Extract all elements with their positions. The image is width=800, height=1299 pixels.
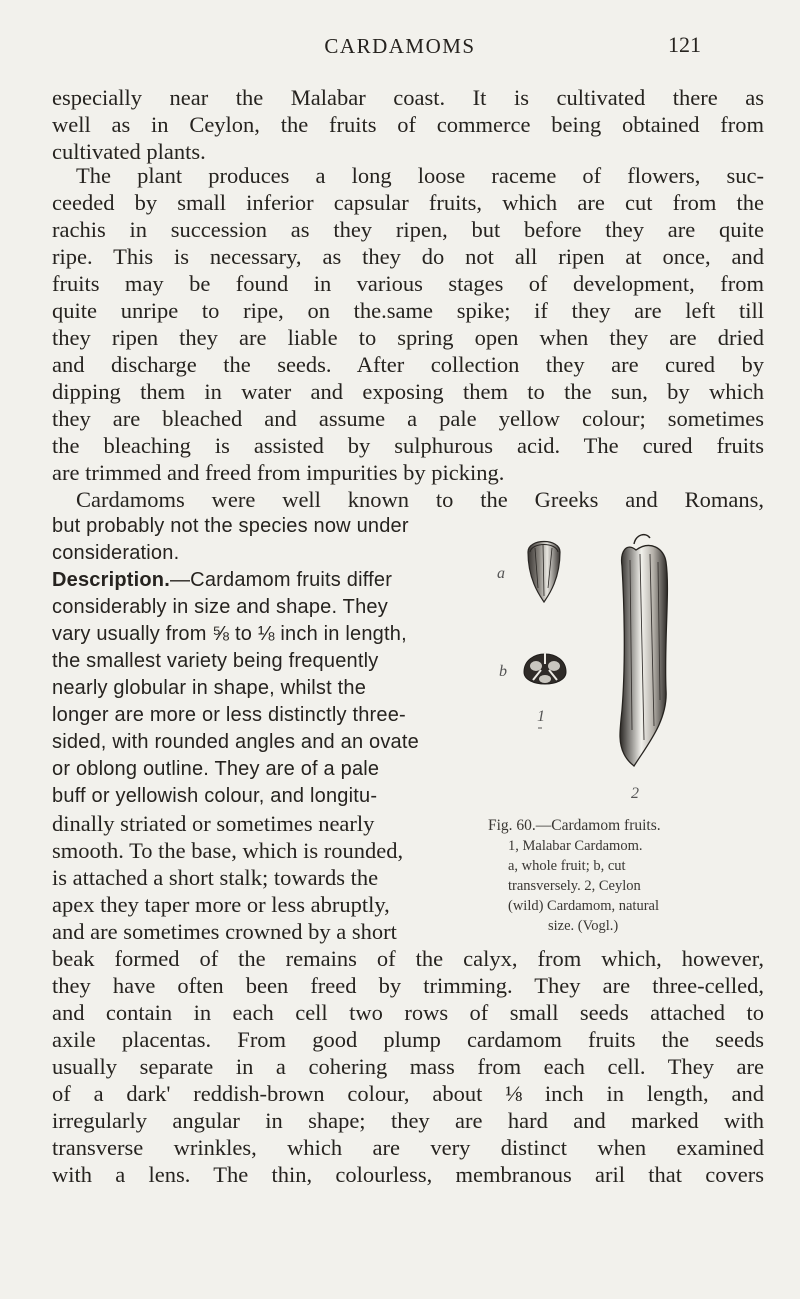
text-line: dipping them in water and exposing them to the sun, by which [52,379,764,404]
text-line: buff or yellowish colour, and longitu- [52,785,378,807]
text-line: apex they taper more or less abruptly, [52,892,390,917]
text-line: ceeded by small inferior capsular fruits, which are cut from the [52,190,764,215]
text-line: transverse wrinkles, which are very distinct when examined [52,1135,764,1160]
text-line: and discharge the seeds. After collection they are cured by [52,352,764,377]
text-line: they ripen they are liable to spring open when they are dried [52,325,764,350]
text-line: with a lens. The thin, colourless, membranous aril that covers [52,1162,764,1187]
text-line: nearly globular in shape, whilst the [52,677,367,699]
text-line: sided, with rounded angles and an ovate [52,731,419,753]
text-line: usually separate in a cohering mass from each cell. They are [52,1054,764,1079]
figure-caption-line: a, whole fruit; b, cut [508,858,626,874]
text-line: Cardamoms were well known to the Greeks and Romans, [76,487,764,512]
text-line: considerably in size and shape. They [52,596,388,618]
text-line: ripe. This is necessary, as they do not all ripen at once, and [52,244,764,269]
text-line: fruits may be found in various stages of development, from [52,271,764,296]
text-line: rachis in succession as they ripen, but before they are quite [52,217,764,242]
text-line: vary usually from ⅝ to ⅛ inch in length, [52,623,407,645]
text-line: quite unripe to ripe, on the.same spike; if they are left till [52,298,764,323]
running-header: CARDAMOMS [324,34,476,58]
text-line: especially near the Malabar coast. It is cultivated there as [52,85,764,110]
text-line: the bleaching is assisted by sulphurous acid. The cured fruits [52,433,764,458]
text-line: they have often been freed by trimming. They are three-celled, [52,973,764,998]
text-line: irregularly angular in shape; they are hard and marked with [52,1108,764,1133]
figure-caption-line: size. (Vogl.) [548,918,619,934]
page-number: 121 [668,32,701,57]
text-line: The plant produces a long loose raceme of flowers, suc- [76,163,764,188]
whole-fruit-figure [528,542,560,603]
section-text: —Cardamom fruits differ [169,569,393,591]
text-line: consideration. [52,542,180,564]
text-line: or oblong outline. They are of a pale [52,758,380,780]
text-line: axile placentas. From good plump cardamom fruits the seeds [52,1027,764,1052]
figure-caption-line: transversely. 2, Ceylon [508,878,641,894]
text-line: and are sometimes crowned by a short [52,919,397,944]
text-line: are trimmed and freed from impurities by picking. [52,460,505,485]
text-line: cultivated plants. [52,139,206,164]
figure-caption-line: 1, Malabar Cardamom. [508,838,643,854]
cardamom-fruits-illustration [508,530,678,800]
figure-label-1: 1 [537,708,545,725]
cut-fruit-figure [524,652,566,684]
text-line: well as in Ceylon, the fruits of commerce being obtained from [52,112,764,137]
text-line: dinally striated or sometimes nearly [52,811,375,836]
figure-label-b: b [499,663,507,680]
figure-caption-line: (wild) Cardamom, natural [508,898,659,914]
text-line: beak formed of the remains of the calyx, from which, however, [52,946,764,971]
figure-caption-title: Fig. 60.—Cardamom fruits. [488,817,661,834]
text-line: but probably not the species now under [52,515,409,537]
text-line: and contain in each cell two rows of small seeds attached to [52,1000,764,1025]
text-line: longer are more or less distinctly three- [52,704,406,726]
section-heading: Description. [52,569,170,591]
text-line: smooth. To the base, which is rounded, [52,838,404,863]
ceylon-cardamom-figure [620,535,667,766]
text-line: they are bleached and assume a pale yellow colour; sometimes [52,406,764,431]
text-line: of a dark' reddish-brown colour, about ⅛ inch in length, and [52,1081,764,1106]
text-line: is attached a short stalk; towards the [52,865,379,890]
text-line: the smallest variety being frequently [52,650,379,672]
text-line [52,567,488,594]
figure-label-a: a [497,565,505,582]
figure-label-2: 2 [631,785,639,802]
